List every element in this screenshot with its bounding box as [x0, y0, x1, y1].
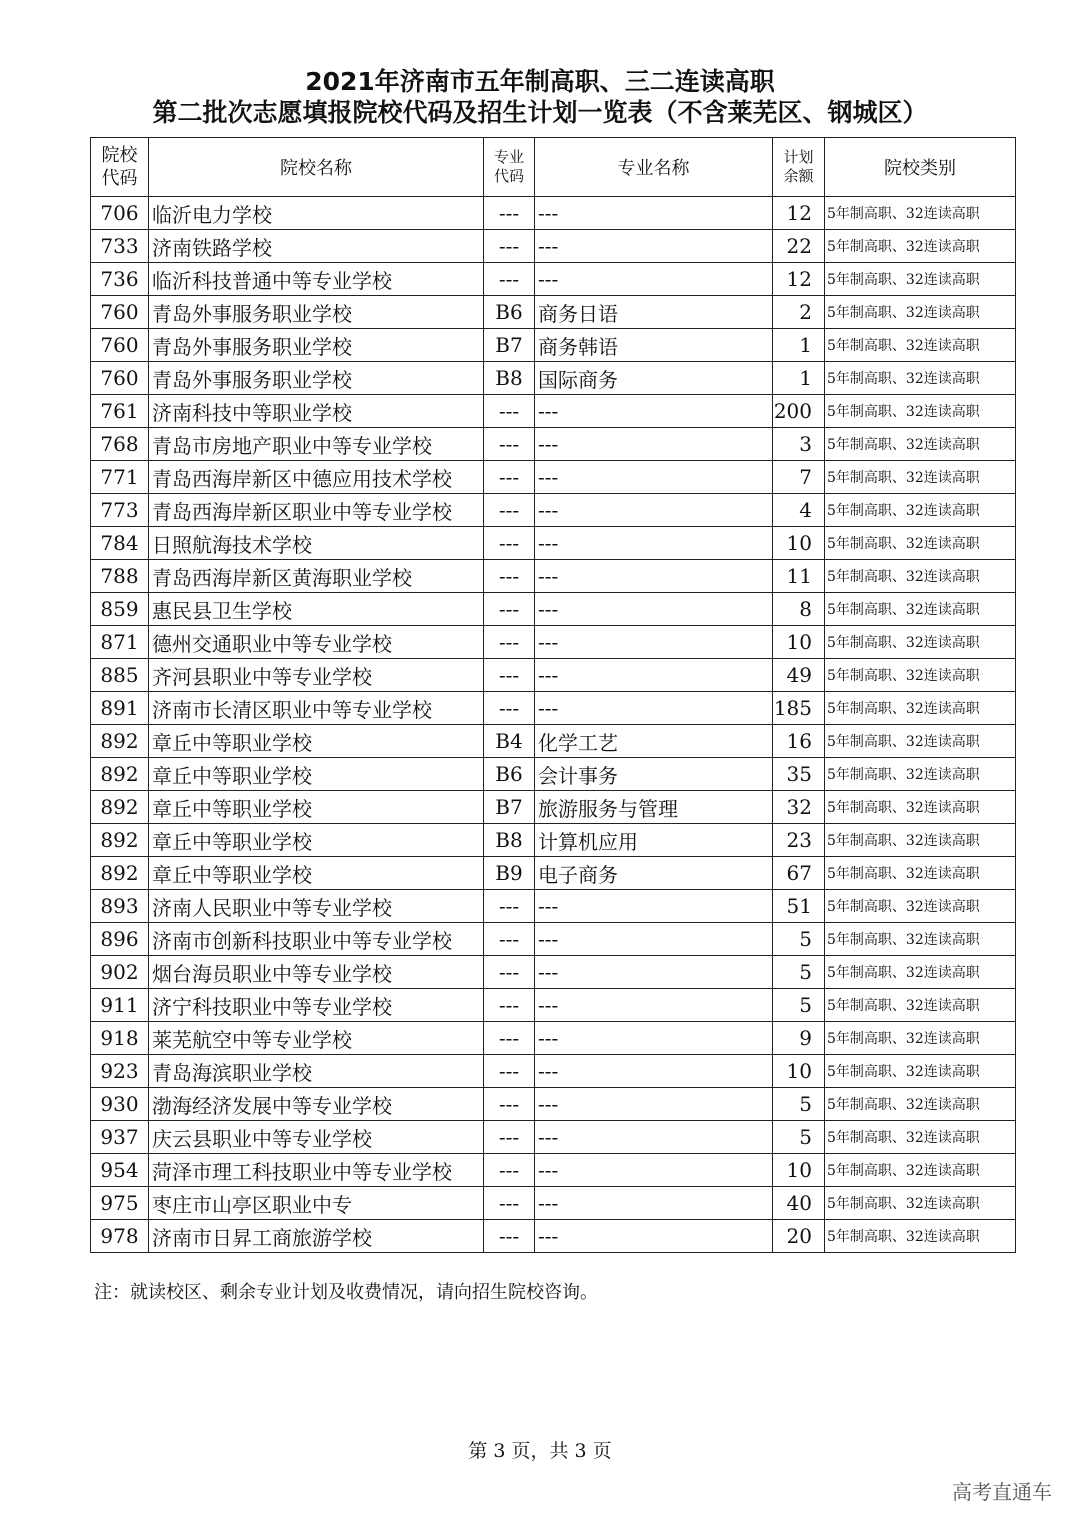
- major-code-cell: ---: [484, 1220, 535, 1253]
- category-cell: 5年制高职、32连读高职: [825, 824, 1016, 857]
- quota-cell: 12: [773, 197, 825, 230]
- table-row: [91, 956, 1016, 989]
- school-name-cell: 章丘中等职业学校: [149, 857, 484, 890]
- major-name-cell: ---: [535, 692, 773, 725]
- category-cell: 5年制高职、32连读高职: [825, 461, 1016, 494]
- school-code-cell: 784: [91, 527, 149, 560]
- table-row: [91, 494, 1016, 527]
- footnote: 注：就读校区、剩余专业计划及收费情况，请向招生院校咨询。: [94, 1282, 598, 1303]
- category-cell: 5年制高职、32连读高职: [825, 1220, 1016, 1253]
- school-name-cell: 青岛外事服务职业学校: [149, 329, 484, 362]
- school-code-cell: 892: [91, 725, 149, 758]
- major-code-cell: ---: [484, 230, 535, 263]
- major-name-cell: ---: [535, 1220, 773, 1253]
- table-row: [91, 296, 1016, 329]
- quota-cell: 7: [773, 461, 825, 494]
- major-code-cell: B8: [484, 362, 535, 395]
- major-code-cell: B7: [484, 329, 535, 362]
- category-cell: 5年制高职、32连读高职: [825, 758, 1016, 791]
- table-row: [91, 1187, 1016, 1220]
- school-name-cell: 济南市长清区职业中等专业学校: [149, 692, 484, 725]
- category-cell: 5年制高职、32连读高职: [825, 362, 1016, 395]
- major-name-cell: ---: [535, 659, 773, 692]
- quota-cell: 9: [773, 1022, 825, 1055]
- major-code-cell: ---: [484, 461, 535, 494]
- major-name-cell: 会计事务: [535, 758, 773, 791]
- table-header-row: [91, 138, 1016, 197]
- quota-cell: 10: [773, 626, 825, 659]
- enrollment-table: [90, 137, 1016, 1253]
- table-row: [91, 593, 1016, 626]
- category-cell: 5年制高职、32连读高职: [825, 923, 1016, 956]
- quota-cell: 67: [773, 857, 825, 890]
- table-row: [91, 989, 1016, 1022]
- table-row: [91, 824, 1016, 857]
- school-name-cell: 菏泽市理工科技职业中等专业学校: [149, 1154, 484, 1187]
- category-cell: 5年制高职、32连读高职: [825, 428, 1016, 461]
- table-row: [91, 263, 1016, 296]
- table-row: [91, 659, 1016, 692]
- quota-cell: 1: [773, 362, 825, 395]
- quota-cell: 10: [773, 1055, 825, 1088]
- quota-cell: 35: [773, 758, 825, 791]
- school-code-cell: 923: [91, 1055, 149, 1088]
- major-code-cell: ---: [484, 263, 535, 296]
- table-row: [91, 692, 1016, 725]
- major-code-cell: ---: [484, 560, 535, 593]
- major-code-cell: ---: [484, 593, 535, 626]
- table-row: [91, 923, 1016, 956]
- major-name-cell: ---: [535, 1088, 773, 1121]
- major-code-cell: ---: [484, 626, 535, 659]
- major-code-cell: ---: [484, 527, 535, 560]
- table-row: [91, 1088, 1016, 1121]
- major-code-cell: ---: [484, 1022, 535, 1055]
- school-name-cell: 章丘中等职业学校: [149, 791, 484, 824]
- major-name-cell: ---: [535, 593, 773, 626]
- table-row: [91, 626, 1016, 659]
- quota-cell: 22: [773, 230, 825, 263]
- major-name-cell: ---: [535, 230, 773, 263]
- major-name-cell: 商务韩语: [535, 329, 773, 362]
- category-cell: 5年制高职、32连读高职: [825, 1022, 1016, 1055]
- major-name-cell: ---: [535, 1187, 773, 1220]
- major-code-cell: ---: [484, 956, 535, 989]
- school-code-cell: 891: [91, 692, 149, 725]
- table-row: [91, 329, 1016, 362]
- watermark: 高考直通车: [952, 1480, 1052, 1504]
- major-code-cell: ---: [484, 989, 535, 1022]
- school-code-cell: 733: [91, 230, 149, 263]
- table-row: [91, 857, 1016, 890]
- quota-cell: 5: [773, 956, 825, 989]
- school-code-cell: 871: [91, 626, 149, 659]
- major-name-cell: ---: [535, 1154, 773, 1187]
- major-name-cell: ---: [535, 197, 773, 230]
- school-code-cell: 930: [91, 1088, 149, 1121]
- major-name-cell: ---: [535, 956, 773, 989]
- quota-cell: 32: [773, 791, 825, 824]
- major-code-cell: ---: [484, 395, 535, 428]
- category-cell: 5年制高职、32连读高职: [825, 1187, 1016, 1220]
- major-code-cell: ---: [484, 1187, 535, 1220]
- category-cell: 5年制高职、32连读高职: [825, 263, 1016, 296]
- school-name-cell: 青岛西海岸新区职业中等专业学校: [149, 494, 484, 527]
- table-row: [91, 560, 1016, 593]
- category-cell: 5年制高职、32连读高职: [825, 956, 1016, 989]
- major-name-cell: ---: [535, 461, 773, 494]
- major-name-cell: 商务日语: [535, 296, 773, 329]
- major-code-cell: ---: [484, 659, 535, 692]
- major-name-cell: ---: [535, 527, 773, 560]
- category-cell: 5年制高职、32连读高职: [825, 527, 1016, 560]
- category-cell: 5年制高职、32连读高职: [825, 692, 1016, 725]
- school-name-cell: 青岛西海岸新区中德应用技术学校: [149, 461, 484, 494]
- header-major-name: 专业名称: [535, 138, 773, 197]
- major-name-cell: 计算机应用: [535, 824, 773, 857]
- quota-cell: 10: [773, 1154, 825, 1187]
- major-name-cell: ---: [535, 1022, 773, 1055]
- school-code-cell: 859: [91, 593, 149, 626]
- quota-cell: 5: [773, 1121, 825, 1154]
- major-name-cell: ---: [535, 626, 773, 659]
- quota-cell: 5: [773, 1088, 825, 1121]
- category-cell: 5年制高职、32连读高职: [825, 395, 1016, 428]
- school-name-cell: 青岛西海岸新区黄海职业学校: [149, 560, 484, 593]
- school-name-cell: 章丘中等职业学校: [149, 725, 484, 758]
- school-code-cell: 893: [91, 890, 149, 923]
- major-code-cell: B6: [484, 758, 535, 791]
- major-code-cell: ---: [484, 1088, 535, 1121]
- table-row: [91, 395, 1016, 428]
- quota-cell: 51: [773, 890, 825, 923]
- school-code-cell: 892: [91, 824, 149, 857]
- school-code-cell: 892: [91, 791, 149, 824]
- category-cell: 5年制高职、32连读高职: [825, 230, 1016, 263]
- quota-cell: 49: [773, 659, 825, 692]
- category-cell: 5年制高职、32连读高职: [825, 725, 1016, 758]
- school-name-cell: 烟台海员职业中等专业学校: [149, 956, 484, 989]
- table-row: [91, 1154, 1016, 1187]
- table-row: [91, 890, 1016, 923]
- school-code-cell: 788: [91, 560, 149, 593]
- major-name-cell: 电子商务: [535, 857, 773, 890]
- category-cell: 5年制高职、32连读高职: [825, 1055, 1016, 1088]
- school-code-cell: 975: [91, 1187, 149, 1220]
- major-name-cell: 旅游服务与管理: [535, 791, 773, 824]
- major-code-cell: B8: [484, 824, 535, 857]
- school-name-cell: 齐河县职业中等专业学校: [149, 659, 484, 692]
- category-cell: 5年制高职、32连读高职: [825, 593, 1016, 626]
- table-row: [91, 791, 1016, 824]
- major-name-cell: ---: [535, 494, 773, 527]
- school-code-cell: 978: [91, 1220, 149, 1253]
- table-row: [91, 362, 1016, 395]
- category-cell: 5年制高职、32连读高职: [825, 791, 1016, 824]
- school-code-cell: 902: [91, 956, 149, 989]
- school-name-cell: 济南市日昇工商旅游学校: [149, 1220, 484, 1253]
- school-code-cell: 911: [91, 989, 149, 1022]
- major-code-cell: ---: [484, 1121, 535, 1154]
- school-name-cell: 济宁科技职业中等专业学校: [149, 989, 484, 1022]
- quota-cell: 3: [773, 428, 825, 461]
- school-code-cell: 760: [91, 329, 149, 362]
- major-code-cell: B4: [484, 725, 535, 758]
- major-code-cell: ---: [484, 494, 535, 527]
- quota-cell: 11: [773, 560, 825, 593]
- category-cell: 5年制高职、32连读高职: [825, 890, 1016, 923]
- major-code-cell: ---: [484, 1055, 535, 1088]
- major-name-cell: ---: [535, 560, 773, 593]
- school-name-cell: 青岛外事服务职业学校: [149, 362, 484, 395]
- header-quota: 计划 余额: [773, 138, 825, 197]
- school-name-cell: 临沂电力学校: [149, 197, 484, 230]
- category-cell: 5年制高职、32连读高职: [825, 494, 1016, 527]
- school-code-cell: 761: [91, 395, 149, 428]
- school-name-cell: 青岛海滨职业学校: [149, 1055, 484, 1088]
- school-code-cell: 773: [91, 494, 149, 527]
- school-name-cell: 惠民县卫生学校: [149, 593, 484, 626]
- quota-cell: 5: [773, 923, 825, 956]
- category-cell: 5年制高职、32连读高职: [825, 1088, 1016, 1121]
- quota-cell: 8: [773, 593, 825, 626]
- major-name-cell: ---: [535, 890, 773, 923]
- school-code-cell: 706: [91, 197, 149, 230]
- major-code-cell: ---: [484, 923, 535, 956]
- category-cell: 5年制高职、32连读高职: [825, 296, 1016, 329]
- category-cell: 5年制高职、32连读高职: [825, 659, 1016, 692]
- major-code-cell: ---: [484, 428, 535, 461]
- major-name-cell: ---: [535, 1055, 773, 1088]
- category-cell: 5年制高职、32连读高职: [825, 989, 1016, 1022]
- major-code-cell: B9: [484, 857, 535, 890]
- school-name-cell: 济南人民职业中等专业学校: [149, 890, 484, 923]
- quota-cell: 185: [773, 692, 825, 725]
- school-name-cell: 枣庄市山亭区职业中专: [149, 1187, 484, 1220]
- school-name-cell: 日照航海技术学校: [149, 527, 484, 560]
- major-name-cell: ---: [535, 1121, 773, 1154]
- school-code-cell: 892: [91, 758, 149, 791]
- school-code-cell: 760: [91, 296, 149, 329]
- category-cell: 5年制高职、32连读高职: [825, 560, 1016, 593]
- major-code-cell: B6: [484, 296, 535, 329]
- major-code-cell: ---: [484, 692, 535, 725]
- school-name-cell: 青岛市房地产职业中等专业学校: [149, 428, 484, 461]
- school-code-cell: 896: [91, 923, 149, 956]
- table-row: [91, 725, 1016, 758]
- quota-cell: 1: [773, 329, 825, 362]
- school-code-cell: 885: [91, 659, 149, 692]
- table-row: [91, 527, 1016, 560]
- school-name-cell: 章丘中等职业学校: [149, 758, 484, 791]
- header-school-name: 院校名称: [149, 138, 484, 197]
- major-code-cell: ---: [484, 1154, 535, 1187]
- school-name-cell: 青岛外事服务职业学校: [149, 296, 484, 329]
- school-name-cell: 临沂科技普通中等专业学校: [149, 263, 484, 296]
- table-row: [91, 230, 1016, 263]
- school-name-cell: 济南铁路学校: [149, 230, 484, 263]
- school-code-cell: 918: [91, 1022, 149, 1055]
- table-row: [91, 197, 1016, 230]
- header-school-code: 院校 代码: [91, 138, 149, 197]
- table-row: [91, 1121, 1016, 1154]
- table-row: [91, 428, 1016, 461]
- quota-cell: 5: [773, 989, 825, 1022]
- school-code-cell: 892: [91, 857, 149, 890]
- category-cell: 5年制高职、32连读高职: [825, 1121, 1016, 1154]
- major-name-cell: ---: [535, 923, 773, 956]
- category-cell: 5年制高职、32连读高职: [825, 197, 1016, 230]
- school-code-cell: 937: [91, 1121, 149, 1154]
- quota-cell: 200: [773, 395, 825, 428]
- major-name-cell: ---: [535, 263, 773, 296]
- school-name-cell: 庆云县职业中等专业学校: [149, 1121, 484, 1154]
- quota-cell: 16: [773, 725, 825, 758]
- school-code-cell: 771: [91, 461, 149, 494]
- major-code-cell: ---: [484, 197, 535, 230]
- quota-cell: 23: [773, 824, 825, 857]
- school-name-cell: 渤海经济发展中等专业学校: [149, 1088, 484, 1121]
- major-code-cell: B7: [484, 791, 535, 824]
- major-name-cell: 化学工艺: [535, 725, 773, 758]
- school-code-cell: 954: [91, 1154, 149, 1187]
- header-major-code: 专业 代码: [484, 138, 535, 197]
- header-category: 院校类别: [825, 138, 1016, 197]
- quota-cell: 40: [773, 1187, 825, 1220]
- title-line-1: 2021年济南市五年制高职、三二连读高职: [305, 67, 775, 96]
- major-code-cell: ---: [484, 890, 535, 923]
- table-row: [91, 1055, 1016, 1088]
- category-cell: 5年制高职、32连读高职: [825, 1154, 1016, 1187]
- quota-cell: 12: [773, 263, 825, 296]
- quota-cell: 20: [773, 1220, 825, 1253]
- school-name-cell: 德州交通职业中等专业学校: [149, 626, 484, 659]
- quota-cell: 2: [773, 296, 825, 329]
- major-name-cell: ---: [535, 989, 773, 1022]
- category-cell: 5年制高职、32连读高职: [825, 626, 1016, 659]
- school-code-cell: 736: [91, 263, 149, 296]
- table-row: [91, 1220, 1016, 1253]
- school-name-cell: 章丘中等职业学校: [149, 824, 484, 857]
- quota-cell: 10: [773, 527, 825, 560]
- school-name-cell: 济南市创新科技职业中等专业学校: [149, 923, 484, 956]
- school-name-cell: 莱芜航空中等专业学校: [149, 1022, 484, 1055]
- table-row: [91, 461, 1016, 494]
- school-name-cell: 济南科技中等职业学校: [149, 395, 484, 428]
- category-cell: 5年制高职、32连读高职: [825, 329, 1016, 362]
- school-code-cell: 768: [91, 428, 149, 461]
- major-name-cell: ---: [535, 395, 773, 428]
- major-name-cell: ---: [535, 428, 773, 461]
- page-number: 第 3 页，共 3 页: [468, 1440, 612, 1462]
- quota-cell: 4: [773, 494, 825, 527]
- table-row: [91, 1022, 1016, 1055]
- table-row: [91, 758, 1016, 791]
- category-cell: 5年制高职、32连读高职: [825, 857, 1016, 890]
- major-name-cell: 国际商务: [535, 362, 773, 395]
- school-code-cell: 760: [91, 362, 149, 395]
- title-line-2: 第二批次志愿填报院校代码及招生计划一览表（不含莱芜区、钢城区）: [152, 98, 928, 127]
